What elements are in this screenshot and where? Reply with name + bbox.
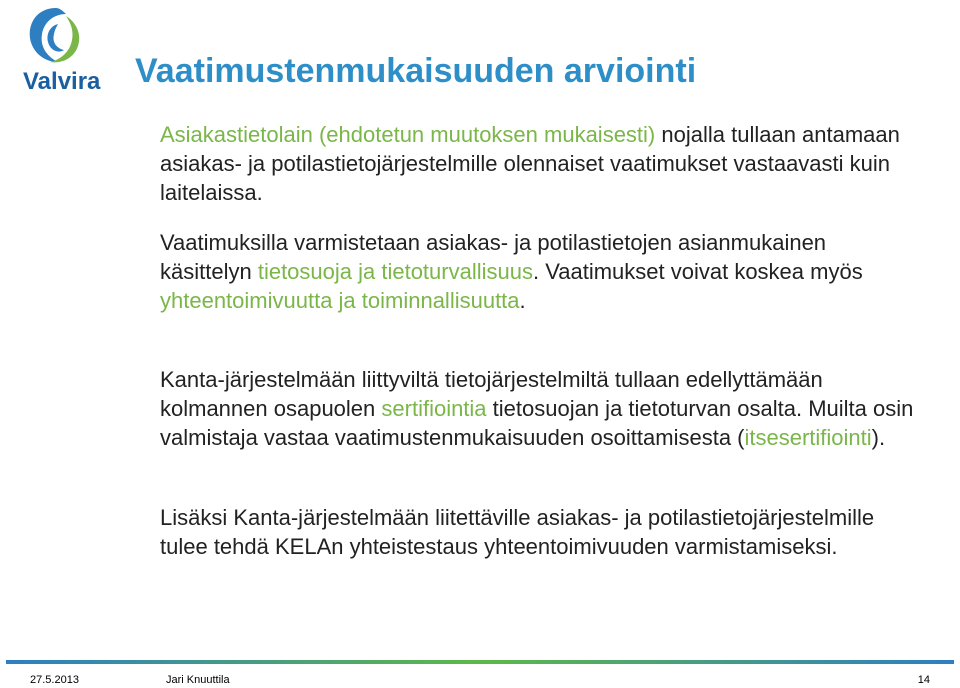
logo-swirl-icon xyxy=(24,4,88,68)
page-number: 14 xyxy=(917,674,930,686)
slide-title: Vaatimustenmukaisuuden arviointi xyxy=(135,52,697,90)
highlighted-text: Asiakastietolain (ehdotetun muutoksen mukaisesti) xyxy=(160,122,656,147)
body-text: Kanta-järjestelmään liittyviltä tietojärjestelmiltä tullaan edellyttämään kolmannen osapuolen xyxy=(160,367,823,421)
footer-date: 27.5.2013 xyxy=(30,674,79,686)
body-text: . xyxy=(519,288,526,313)
body-text: tietosuojan ja tietoturvan osalta. Muilta osin valmistaja vastaa vaatimustenmukaisuuden osoittamisesta ( xyxy=(160,396,914,450)
highlighted-text: sertifiointia xyxy=(381,396,487,421)
body-text: Lisäksi Kanta-järjestelmään liitettäville asiakas- ja potilastietojärjestelmille tulee tehdä KELAn yhteistestaus yhteentoimivuuden varmistamiseksi. xyxy=(160,505,875,559)
footer-author: Jari Knuuttila xyxy=(166,674,230,686)
body-text: nojalla tullaan antamaan asiakas- ja potilastietojärjestelmille olennaiset vaatimukset vastaavasti kuin laitelaissa. xyxy=(160,122,900,205)
highlighted-text: tietosuoja ja tietoturvallisuus xyxy=(257,259,533,284)
body-text: Vaatimuksilla varmistetaan asiakas- ja potilastietojen asianmukainen käsittelyn xyxy=(160,230,827,284)
footer-divider xyxy=(6,660,954,664)
paragraph-1 xyxy=(160,120,920,207)
paragraph-2 xyxy=(160,228,920,315)
highlighted-text: itsesertifiointi xyxy=(744,425,872,450)
highlighted-text: yhteentoimivuutta ja toiminnallisuutta xyxy=(160,288,520,313)
paragraph-3 xyxy=(160,365,920,452)
body-text: ). xyxy=(871,425,886,450)
valvira-logo xyxy=(18,4,118,94)
paragraph-4 xyxy=(160,503,920,561)
body-text: . Vaatimukset voivat koskea myös xyxy=(532,259,863,284)
logo-text: Valvira xyxy=(23,68,101,95)
